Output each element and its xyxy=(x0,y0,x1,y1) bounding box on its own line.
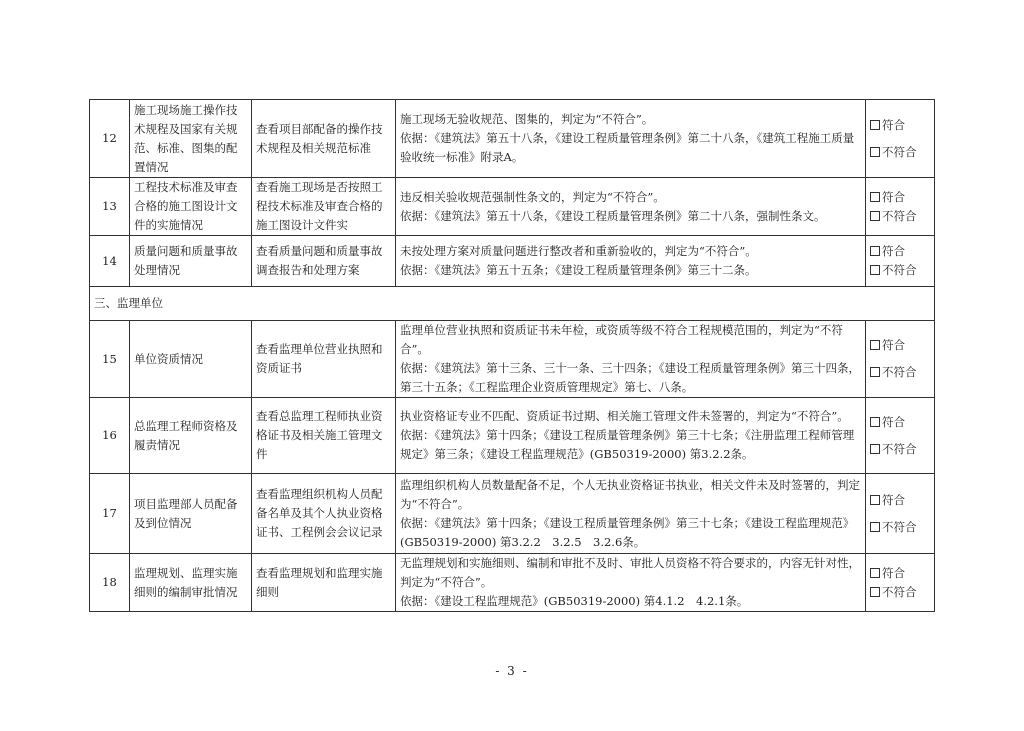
checkbox-label: 符合 xyxy=(882,565,905,580)
row-number: 18 xyxy=(90,554,130,612)
judgement-criteria xyxy=(396,554,866,612)
check-item: 质量问题和质量事故处理情况 xyxy=(130,236,252,287)
check-method: 查看监理组织机构人员配备名单及其个人执业资格证书、工程例会会议记录 xyxy=(252,474,396,554)
checkbox-label: 符合 xyxy=(882,414,905,429)
conform-checkbox[interactable] xyxy=(870,116,930,135)
judgement-criteria xyxy=(396,398,866,474)
table-body-construction xyxy=(90,100,935,287)
check-item: 监理规划、监理实施细则的编制审批情况 xyxy=(130,554,252,612)
checkbox-square-icon[interactable] xyxy=(870,495,880,505)
conform-checkbox[interactable] xyxy=(870,564,930,583)
checkbox-label: 符合 xyxy=(882,244,905,258)
conform-checkbox[interactable] xyxy=(870,188,930,207)
criteria-line: 依据：《建筑法》第五十八条，《建设工程质量管理条例》第二十八条，《建筑工程施工质量验收统一标准》附录A。 xyxy=(400,131,855,164)
criteria-line: 违反相关验收规范强制性条文的，判定为“不符合”。 xyxy=(400,189,665,204)
judgement-criteria xyxy=(396,178,866,236)
checkbox-square-icon[interactable] xyxy=(870,444,880,454)
table-row xyxy=(90,178,935,236)
check-item: 施工现场施工操作技术规程及国家有关规范、标准、图集的配置情况 xyxy=(130,100,252,178)
check-item: 工程技术标准及审查合格的施工图设计文件的实施情况 xyxy=(130,178,252,236)
checkbox-square-icon[interactable] xyxy=(870,340,880,350)
check-method: 查看监理单位营业执照和资质证书 xyxy=(252,321,396,398)
row-number: 14 xyxy=(90,236,130,287)
judgement-criteria xyxy=(396,474,866,554)
checkbox-square-icon[interactable] xyxy=(870,265,880,275)
judgement-criteria xyxy=(396,100,866,178)
checkbox-label: 符合 xyxy=(882,189,905,204)
checkbox-label: 不符合 xyxy=(882,144,917,159)
conform-checkbox[interactable] xyxy=(870,413,930,432)
checkbox-square-icon[interactable] xyxy=(870,211,880,221)
table-row xyxy=(90,554,935,612)
inspection-table xyxy=(89,99,935,612)
checkbox-square-icon[interactable] xyxy=(870,417,880,427)
checkbox-square-icon[interactable] xyxy=(870,587,880,597)
criteria-line: 依据：《建筑法》第五十八条，《建设工程质量管理条例》第二十八条，强制性条文。 xyxy=(400,208,826,223)
check-method: 查看施工现场是否按照工程技术标准及审查合格的施工图设计文件实 xyxy=(252,178,396,236)
nonconform-checkbox[interactable] xyxy=(870,363,930,382)
criteria-line: 监理组织机构人员数量配备不足，个人无执业资格证书执业，相关文件未及时签署的，判定为“不符合”。 xyxy=(400,477,860,511)
nonconform-checkbox[interactable] xyxy=(870,143,930,162)
page-number: - 3 - xyxy=(495,664,529,678)
nonconform-checkbox[interactable] xyxy=(870,440,930,459)
table-row xyxy=(90,474,935,554)
checkbox-label: 不符合 xyxy=(882,263,917,277)
table-row xyxy=(90,398,935,474)
result-options xyxy=(866,236,935,287)
conform-checkbox[interactable] xyxy=(870,242,930,261)
row-number: 17 xyxy=(90,474,130,554)
conform-checkbox[interactable] xyxy=(870,336,930,355)
criteria-line: 监理单位营业执照和资质证书未年检，或资质等级不符合工程规模范围的，判定为“不符合”。 xyxy=(400,323,843,356)
nonconform-checkbox[interactable] xyxy=(870,518,930,537)
checkbox-square-icon[interactable] xyxy=(870,367,880,377)
result-options xyxy=(866,100,935,178)
check-method: 查看质量问题和质量事故调查报告和处理方案 xyxy=(252,236,396,287)
checkbox-square-icon[interactable] xyxy=(870,120,880,130)
checkbox-square-icon[interactable] xyxy=(870,192,880,202)
criteria-line: 执业资格证专业不匹配、资质证书过期、相关施工管理文件未签署的，判定为“不符合”。 xyxy=(400,409,849,423)
checkbox-label: 符合 xyxy=(882,338,905,352)
conform-checkbox[interactable] xyxy=(870,491,930,510)
criteria-line: 依据：《建筑法》第十四条；《建设工程质量管理条例》第三十七条；《建设工程监理规范》(GB50319-2000) 第3.2.2 3.2.5 3.2.6条。 xyxy=(400,515,855,549)
table-row xyxy=(90,100,935,178)
judgement-criteria xyxy=(396,236,866,287)
criteria-line: 未按处理方案对质量问题进行整改者和重新验收的，判定为“不符合”。 xyxy=(400,244,757,258)
criteria-line: 施工现场无验收规范、图集的，判定为“不符合”。 xyxy=(400,112,654,126)
criteria-line: 依据：《建筑法》第五十五条；《建设工程质量管理条例》第三十二条。 xyxy=(400,263,757,277)
check-item: 单位资质情况 xyxy=(130,321,252,398)
checkbox-label: 不符合 xyxy=(882,584,917,599)
row-number: 16 xyxy=(90,398,130,474)
row-number: 13 xyxy=(90,178,130,236)
criteria-line: 依据：《建设工程监理规范》(GB50319-2000) 第4.1.2 4.2.1条。 xyxy=(400,594,749,608)
table-row xyxy=(90,236,935,287)
checkbox-label: 不符合 xyxy=(882,519,917,534)
result-options xyxy=(866,178,935,236)
criteria-line: 依据：《建筑法》第十四条；《建设工程质量管理条例》第三十七条；《注册监理工程师管理规定》第三条；《建设工程监理规范》(GB50319-2000) 第3.2.2条。 xyxy=(400,428,855,461)
result-options xyxy=(866,554,935,612)
checkbox-label: 不符合 xyxy=(882,208,917,223)
checkbox-square-icon[interactable] xyxy=(870,568,880,578)
result-options xyxy=(866,398,935,474)
table-row xyxy=(90,321,935,398)
section-row xyxy=(90,287,935,321)
criteria-line: 无监理规划和实施细则、编制和审批不及时、审批人员资格不符合要求的，内容无针对性，判定为“不符合”。 xyxy=(400,556,860,589)
row-number: 12 xyxy=(90,100,130,178)
judgement-criteria xyxy=(396,321,866,398)
checkbox-label: 不符合 xyxy=(882,365,917,379)
checkbox-square-icon[interactable] xyxy=(870,522,880,532)
result-options xyxy=(866,321,935,398)
checkbox-label: 符合 xyxy=(882,492,905,507)
nonconform-checkbox[interactable] xyxy=(870,207,930,226)
checkbox-square-icon[interactable] xyxy=(870,147,880,157)
checkbox-label: 符合 xyxy=(882,117,905,132)
check-method: 查看项目部配备的操作技术规程及相关规范标准 xyxy=(252,100,396,178)
nonconform-checkbox[interactable] xyxy=(870,583,930,602)
table-body-supervision xyxy=(90,321,935,612)
section-title: 三、监理单位 xyxy=(90,287,935,321)
checkbox-label: 不符合 xyxy=(882,441,917,456)
section-row-group xyxy=(90,287,935,321)
check-method: 查看总监理工程师执业资格证书及相关施工管理文件 xyxy=(252,398,396,474)
criteria-line: 依据：《建筑法》第十三条、三十一条、三十四条；《建设工程质量管理条例》第三十四条，第三十五条；《工程监理企业资质管理规定》第七、八条。 xyxy=(400,361,860,394)
checkbox-square-icon[interactable] xyxy=(870,246,880,256)
check-item: 总监理工程师资格及履责情况 xyxy=(130,398,252,474)
check-item: 项目监理部人员配备及到位情况 xyxy=(130,474,252,554)
check-method: 查看监理规划和监理实施细则 xyxy=(252,554,396,612)
result-options xyxy=(866,474,935,554)
nonconform-checkbox[interactable] xyxy=(870,261,930,280)
row-number: 15 xyxy=(90,321,130,398)
